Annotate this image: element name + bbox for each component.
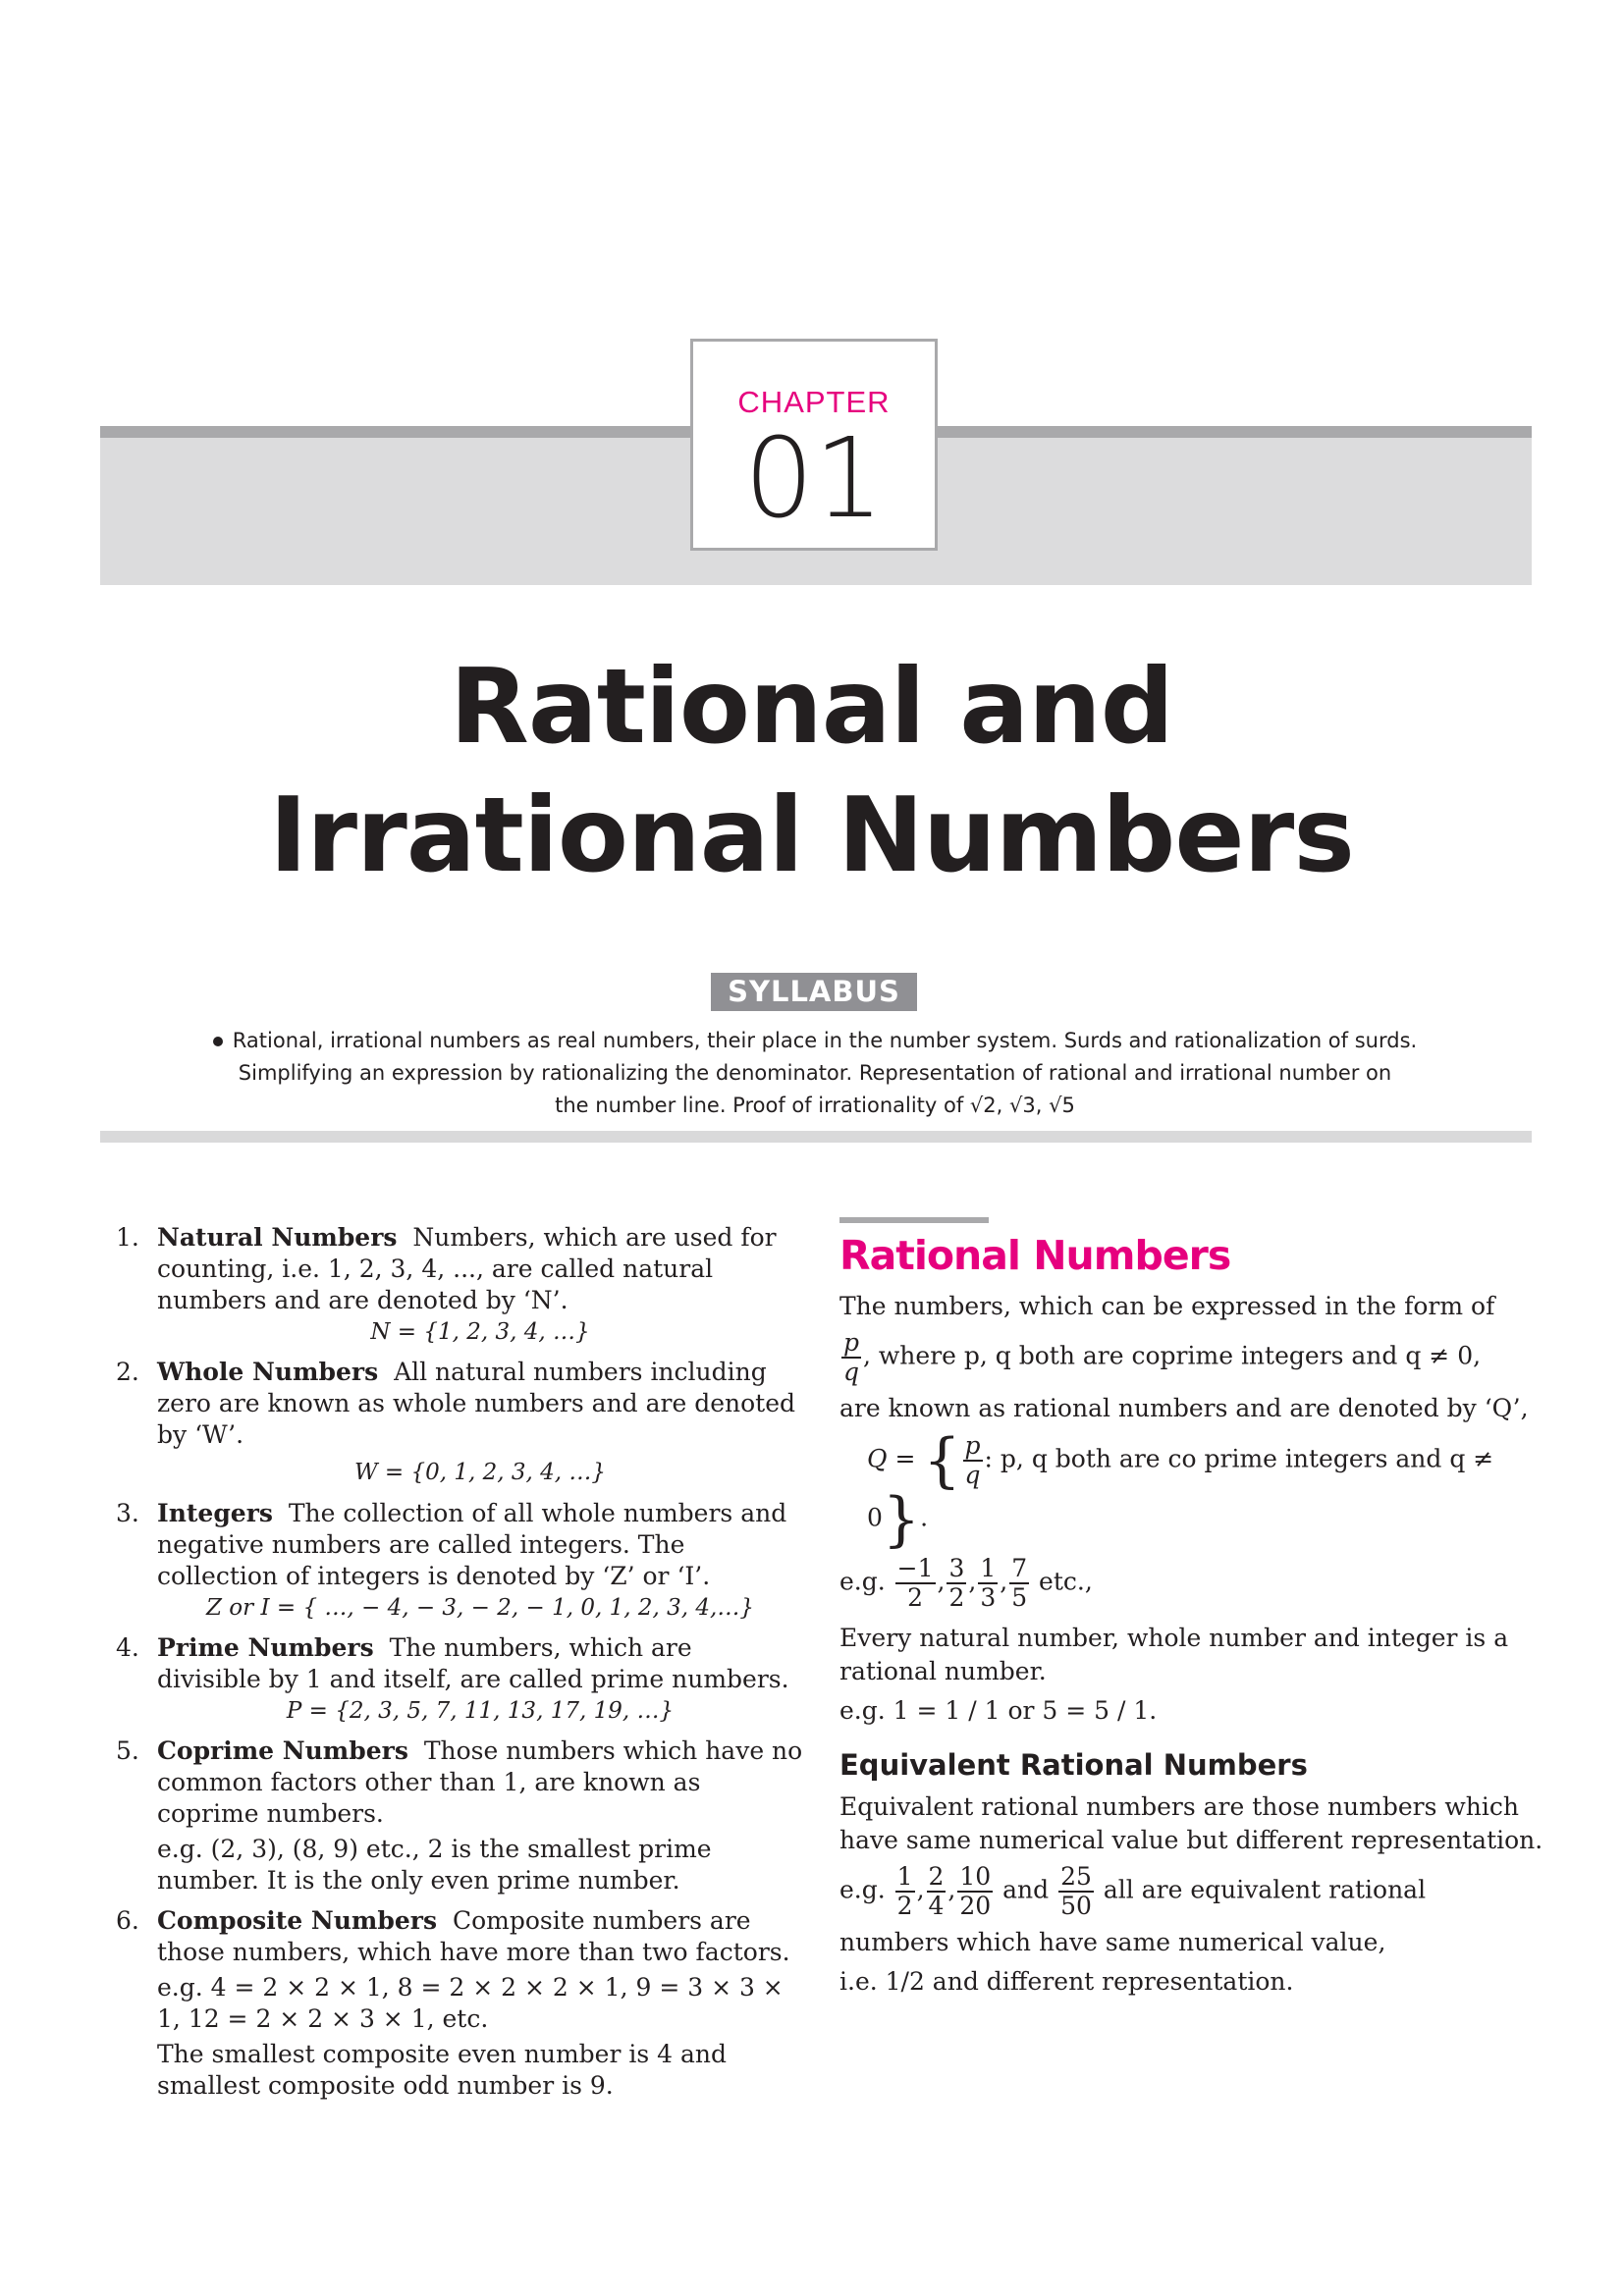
item-number: 4. — [116, 1633, 139, 1662]
syllabus-tag: SYLLABUS — [711, 973, 917, 1011]
chapter-number: 01 — [743, 415, 885, 543]
chapter-title — [0, 643, 1623, 900]
item-note: The smallest composite even number is 4 and smallest composite odd number is 9. — [157, 2040, 727, 2100]
item-term: Integers — [157, 1499, 273, 1527]
chapter-title-line-1: Rational and — [450, 647, 1173, 767]
bullet-icon — [213, 1037, 223, 1046]
fraction: $\frac{25}{50}$ — [1060, 1862, 1092, 1920]
fraction: $\frac{p}{q}$ — [964, 1431, 981, 1489]
item-number: 3. — [116, 1499, 139, 1527]
eq-tail: all are equivalent rational — [1103, 1875, 1427, 1904]
item-term: Whole Numbers — [157, 1358, 379, 1386]
syllabus-line-2: Simplifying an expression by rationalizing the denominator. Representation of rational and irrational number on — [238, 1061, 1392, 1085]
item-example: e.g. 4 = 2 × 2 × 1, 8 = 2 × 2 × 2 × 1, 9 = 3 × 3 × 1, 12 = 2 × 2 × 3 × 1, etc. — [157, 1973, 784, 2033]
syllabus-divider — [100, 1131, 1532, 1143]
intro-fraction-line — [839, 1329, 1546, 1386]
chapter-label: CHAPTER — [737, 385, 891, 419]
every-statement: Every natural number, whole number and integer is a rational number. — [839, 1624, 1509, 1685]
rational-numbers-section — [839, 1217, 1546, 2004]
chapter-box — [690, 339, 938, 551]
fraction: $\frac{-1}{2}$ — [896, 1554, 934, 1612]
section-rule — [839, 1217, 989, 1223]
list-item — [116, 1357, 803, 1488]
equivalent-examples: e.g. $\frac{1}{2}$ , $\frac{2}{4}$ , $\frac{10}{20}$ and $\frac{25}{50}$ all are equivalent rational — [839, 1862, 1427, 1920]
fraction: $\frac{7}{5}$ — [1011, 1554, 1028, 1612]
and-word: and — [1002, 1875, 1050, 1904]
item-formula: Z or I = { …, − 4, − 3, − 2, − 1, 0, 1, 2, 3, 4,…} — [206, 1595, 754, 1621]
fraction: $\frac{1}{2}$ — [896, 1862, 913, 1920]
list-item — [116, 1905, 803, 2102]
item-term: Prime Numbers — [157, 1633, 374, 1662]
equivalent-definition: Equivalent rational numbers are those numbers which have same numerical value but different representation. — [839, 1792, 1543, 1854]
item-formula: W = {0, 1, 2, 3, 4, …} — [353, 1460, 607, 1485]
equivalent-end-2: i.e. 1/2 and different representation. — [839, 1967, 1294, 1996]
chapter-title-line-2: Irrational Numbers — [269, 775, 1354, 895]
section-heading: Rational Numbers — [839, 1232, 1231, 1279]
fraction: $\frac{p}{q}$ — [843, 1328, 860, 1386]
item-term: Coprime Numbers — [157, 1736, 408, 1765]
syllabus-line-1: Rational, irrational numbers as real numbers, their place in the number system. Surds and rationalization of surds. — [232, 1029, 1418, 1052]
eg-tail: etc., — [1039, 1567, 1093, 1596]
item-term: Natural Numbers — [157, 1223, 398, 1252]
number-types-list — [116, 1222, 803, 2110]
item-text: The numbers, which are divisible by 1 and itself, are called prime numbers. — [157, 1633, 789, 1693]
item-term: Composite Numbers — [157, 1906, 438, 1935]
fraction: $\frac{2}{4}$ — [928, 1862, 945, 1920]
set-rhs: : p, q both are co prime integers and q ≠ 0 — [867, 1444, 1494, 1532]
item-text: All natural numbers including zero are known as whole numbers and are denoted by ‘W’. — [157, 1358, 796, 1449]
sub-heading: Equivalent Rational Numbers — [839, 1748, 1308, 1782]
syllabus-line-3: the number line. Proof of irrationality of √2, √3, √5 — [555, 1094, 1075, 1117]
intro-line: The numbers, which can be expressed in the form of — [839, 1292, 1495, 1320]
intro-text: , where p, q both are coprime integers and q ≠ 0, — [863, 1341, 1482, 1370]
list-item — [116, 1632, 803, 1727]
item-text: Numbers, which are used for counting, i.e. 1, 2, 3, 4, ..., are called natural numbers and are denoted by ‘N’. — [157, 1223, 777, 1314]
item-example: e.g. (2, 3), (8, 9) etc., 2 is the smallest prime number. It is the only even prime number. — [157, 1835, 712, 1895]
fraction: $\frac{3}{2}$ — [948, 1554, 965, 1612]
fraction: $\frac{10}{20}$ — [959, 1862, 992, 1920]
item-number: 1. — [116, 1223, 139, 1252]
syllabus-text — [177, 1025, 1453, 1122]
list-item — [116, 1222, 803, 1348]
right-brace-icon: } — [882, 1485, 921, 1554]
eg-label: e.g. — [839, 1875, 886, 1904]
item-text: Those numbers which have no common factors other than 1, are known as coprime numbers. — [157, 1736, 803, 1828]
list-item — [116, 1498, 803, 1624]
list-item — [116, 1735, 803, 1896]
equivalent-end-1: numbers which have same numerical value, — [839, 1928, 1386, 1956]
item-number: 6. — [116, 1906, 139, 1935]
intro-conclusion: are known as rational numbers and are denoted by ‘Q’, — [839, 1394, 1529, 1422]
item-formula: N = {1, 2, 3, 4, …} — [370, 1319, 590, 1345]
example-2: e.g. 1 = 1 / 1 or 5 = 5 / 1. — [839, 1696, 1158, 1725]
set-lhs: Q = — [867, 1444, 916, 1473]
item-number: 5. — [116, 1736, 139, 1765]
item-formula: P = {2, 3, 5, 7, 11, 13, 17, 19, …} — [286, 1698, 675, 1724]
item-text: The collection of all whole numbers and negative numbers are called integers. The collection of integers is denoted by ‘Z’ or ‘I’. — [157, 1499, 787, 1590]
examples-line: e.g. $\frac{-1}{2}$ , $\frac{3}{2}$ , $\frac{1}{3}$ , $\frac{7}{5}$ etc., — [839, 1554, 1093, 1612]
item-text: Composite numbers are those numbers, which have more than two factors. — [157, 1906, 790, 1966]
left-brace-icon: { — [923, 1426, 961, 1495]
eg-label: e.g. — [839, 1567, 886, 1596]
set-definition: Q = { $\frac{p}{q}$ : p, q both are co prime integers and q ≠ 0}. — [867, 1426, 1494, 1554]
item-number: 2. — [116, 1358, 139, 1386]
fraction: $\frac{1}{3}$ — [980, 1554, 997, 1612]
